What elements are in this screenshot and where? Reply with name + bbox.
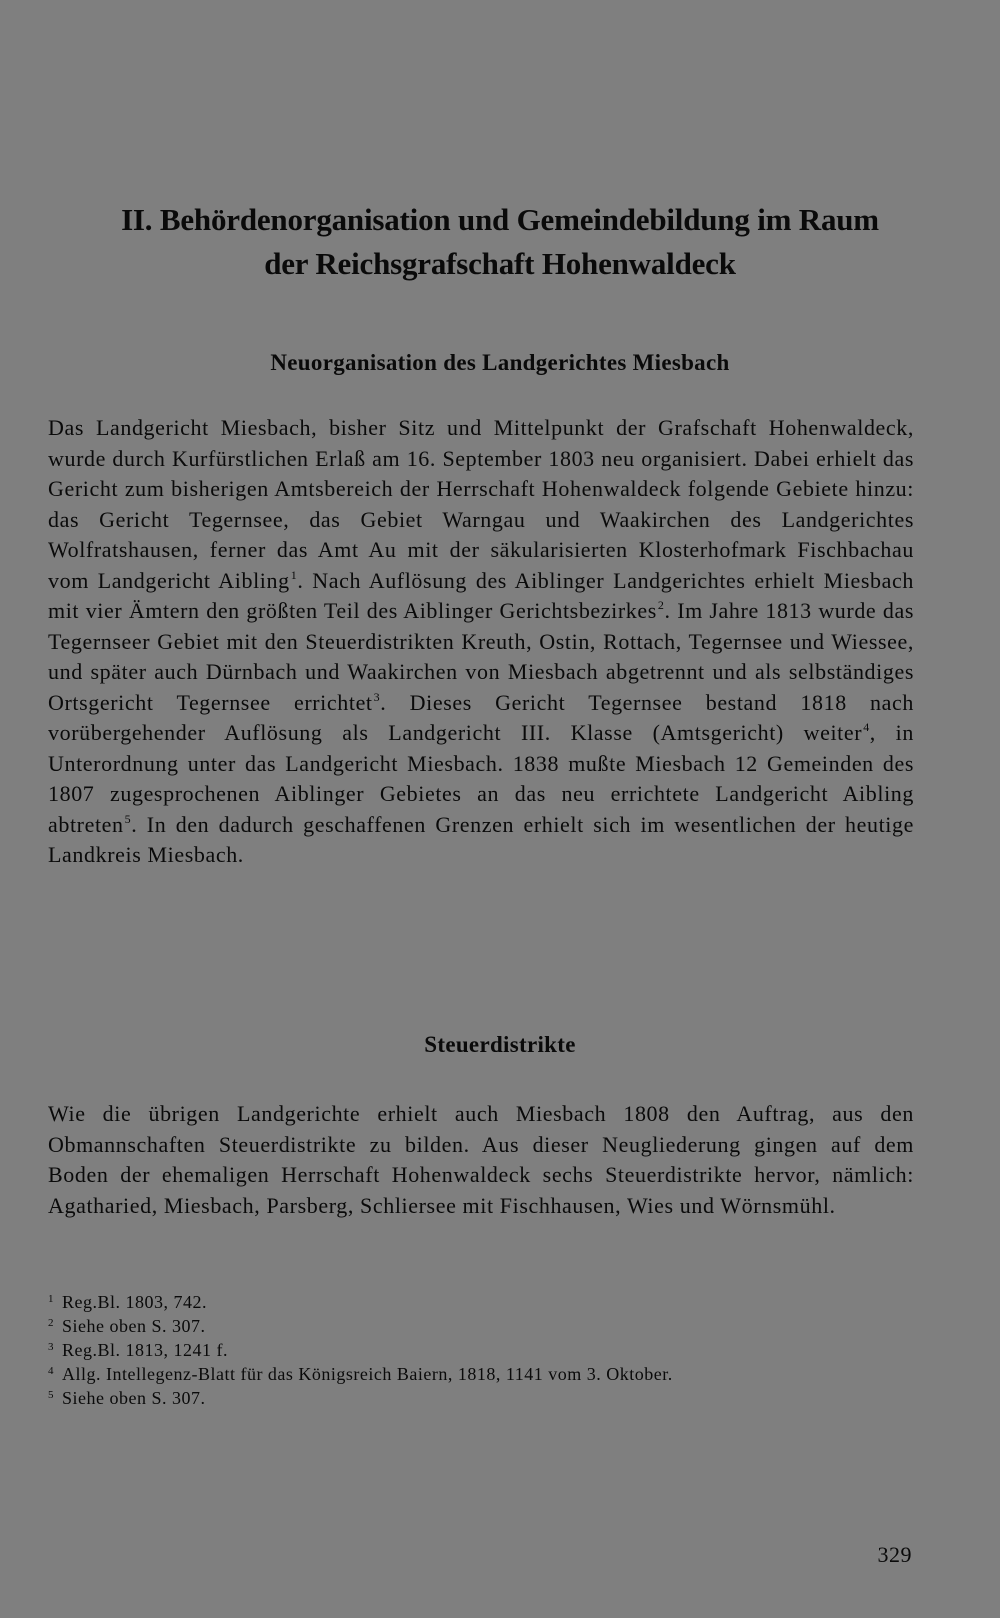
chapter-title-line-1: II. Behördenorganisation und Gemeindebildung im Raum [121,202,879,237]
footnote-reference[interactable]: 2 [657,598,665,612]
footnote [48,1338,914,1362]
text-run: Das Landgericht Miesbach, bisher Sitz und Mittelpunkt der Grafschaft Hohenwaldeck, wurde durch Kurfürstlichen Erlaß am 16. September 1803 neu organisiert. Dabei erhielt das Gericht zum bisherigen Amtsbereich der Herrschaft Hohenwaldeck folgende Gebiete hinzu: das Gericht Tegernsee, das Gebiet Warngau und Waakirchen des Landgerichtes Wolfratshausen, ferner das Amt Au mit der säkularisierten Klosterhofmark Fischbachau vom Landgericht Aibling [48,415,914,593]
footnote-mark: 2 [48,1317,54,1329]
footnote-mark: 5 [48,1389,54,1401]
text-run: . Nach Auflösung des Aiblinger Landgerichtes erhielt Miesbach mit vier Ämtern den größten Teil des Aiblinger Gerichtsbezirkes [48,567,914,623]
footnote [48,1386,914,1410]
footnote-mark: 4 [48,1365,54,1377]
footnote-reference[interactable]: 1 [290,567,298,582]
paragraph-steuerdistrikte [48,1099,914,1221]
text-run: . Dieses Gericht Tegernsee bestand 1818 nach vorübergehender Auflösung als Landgericht III. Klasse (Amtsgericht) weiter [48,689,914,745]
footnote [48,1290,914,1314]
footnote-text: Reg.Bl. 1803, 742. [62,1292,208,1312]
text-run: Wie die übrigen Landgerichte erhielt auch Miesbach 1808 den Auftrag, aus den Obmannschaften Steuerdistrikte zu bilden. Aus dieser Neugliederung gingen auf dem Boden der ehemaligen Herrschaft Hohenwaldeck sechs Steuerdistrikte hervor, nämlich: Agatharied, Miesbach, Parsberg, Schliersee mit Fischhausen, Wies und Wörnsmühl. [48,1101,914,1218]
footnote-mark: 1 [48,1293,54,1305]
paragraph-landgericht [48,413,914,871]
section-heading-steuerdistrikte: Steuerdistrikte [424,1032,576,1057]
text-run: , in Unterordnung unter das Landgericht Miesbach. 1838 mußte Miesbach 12 Gemeinden des 1807 zugesprochenen Aiblinger Gebietes an das neu errichtete Landgericht Aibling abtreten [48,720,914,837]
page-number: 329 [877,1542,912,1567]
footnote-reference[interactable]: 4 [863,720,870,734]
footnote [48,1362,914,1386]
footnote-text: Siehe oben S. 307. [62,1316,206,1336]
footnote [48,1314,914,1338]
section-heading-landgericht: Neuorganisation des Landgerichtes Miesbach [270,350,730,375]
footnote-reference[interactable]: 5 [124,811,132,826]
footnote-text: Reg.Bl. 1813, 1241 f. [62,1340,228,1360]
footnotes-list [48,1290,914,1410]
chapter-title [40,198,960,286]
footnote-reference[interactable]: 3 [373,689,381,704]
footnote-text: Siehe oben S. 307. [62,1388,206,1408]
text-run: . Im Jahre 1813 wurde das Tegernseer Gebiet mit den Steuerdistrikten Kreuth, Ostin, Rottach, Tegernsee und Wiessee, und später auch Dürnbach und Waakirchen von Miesbach abgetrennt und als selbständiges Ortsgericht Tegernsee errichtet [48,598,914,715]
chapter-title-line-2: der Reichsgrafschaft Hohenwaldeck [264,246,736,281]
text-run: . In den dadurch geschaffenen Grenzen erhielt sich im wesentlichen der heutige Landkreis Miesbach. [48,811,914,867]
footnote-mark: 3 [48,1341,54,1353]
footnote-text: Allg. Intellegenz-Blatt für das Königsreich Baiern, 1818, 1141 vom 3. Oktober. [62,1364,673,1384]
